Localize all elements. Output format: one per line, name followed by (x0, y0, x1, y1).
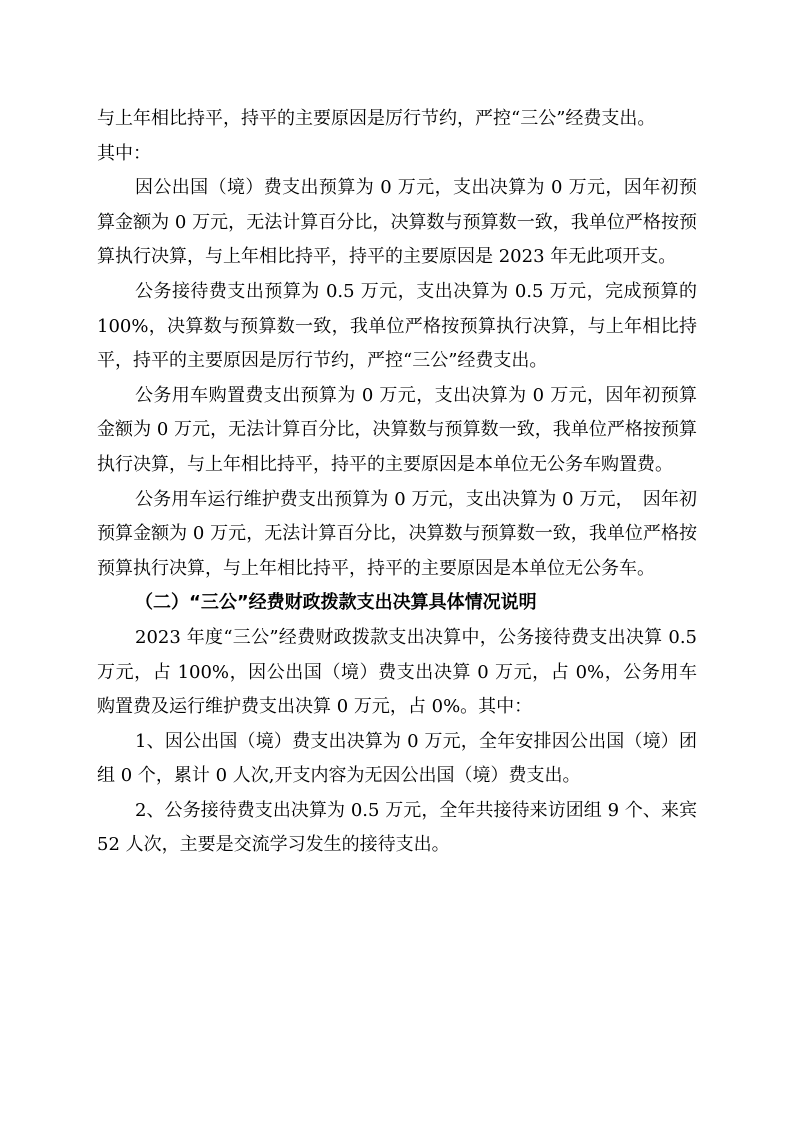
paragraph-summary: 2023 年度“三公”经费财政拨款支出决算中，公务接待费支出决算 0.5 万元，占 100%，因公出国（境）费支出决算 0 万元，占 0%，公务用车购置费及运行维护费支出决算 0 万元，占 0%。其中： (97, 626, 697, 718)
paragraph-continuation: 与上年相比持平，持平的主要原因是厉行节约，严控“三公”经费支出。 (97, 108, 656, 129)
document-body (97, 102, 697, 863)
section-heading: （二）“三公”经费财政拨款支出决算具体情况说明 (135, 592, 537, 614)
paragraph-overseas-travel: 因公出国（境）费支出预算为 0 万元，支出决算为 0 万元，因年初预算金额为 0 万元，无法计算百分比，决算数与预算数一致，我单位严格按预算执行决算，与上年相比持平，持平的主要原因是 2023 年无此项开支。 (97, 177, 697, 268)
paragraph-vehicle-maintenance: 公务用车运行维护费支出预算为 0 万元，支出决算为 0 万元， 因年初预算金额为 0 万元，无法计算百分比，决算数与预算数一致，我单位严格按预算执行决算，与上年相比持平，持平的主要原因是本单位无公务车。 (97, 488, 697, 579)
paragraph-item-1: 1、因公出国（境）费支出决算为 0 万元，全年安排因公出国（境）团组 0 个，累计 0 人次,开支内容为无因公出国（境）费支出。 (97, 730, 697, 787)
paragraph-item-2: 2、公务接待费支出决算为 0.5 万元，全年共接待来访团组 9 个、来宾 52 人次，主要是交流学习发生的接待支出。 (97, 799, 697, 856)
paragraph-among-which: 其中： (97, 142, 151, 164)
paragraph-official-reception: 公务接待费支出预算为 0.5 万元，支出决算为 0.5 万元，完成预算的 100%，决算数与预算数一致，我单位严格按预算执行决算，与上年相比持平，持平的主要原因是厉行节约，严控“三公”经费支出。 (97, 280, 697, 372)
paragraph-vehicle-purchase: 公务用车购置费支出预算为 0 万元，支出决算为 0 万元，因年初预算金额为 0 万元，无法计算百分比，决算数与预算数一致，我单位严格按预算执行决算，与上年相比持平，持平的主要原因是本单位无公务车购置费。 (97, 384, 697, 475)
